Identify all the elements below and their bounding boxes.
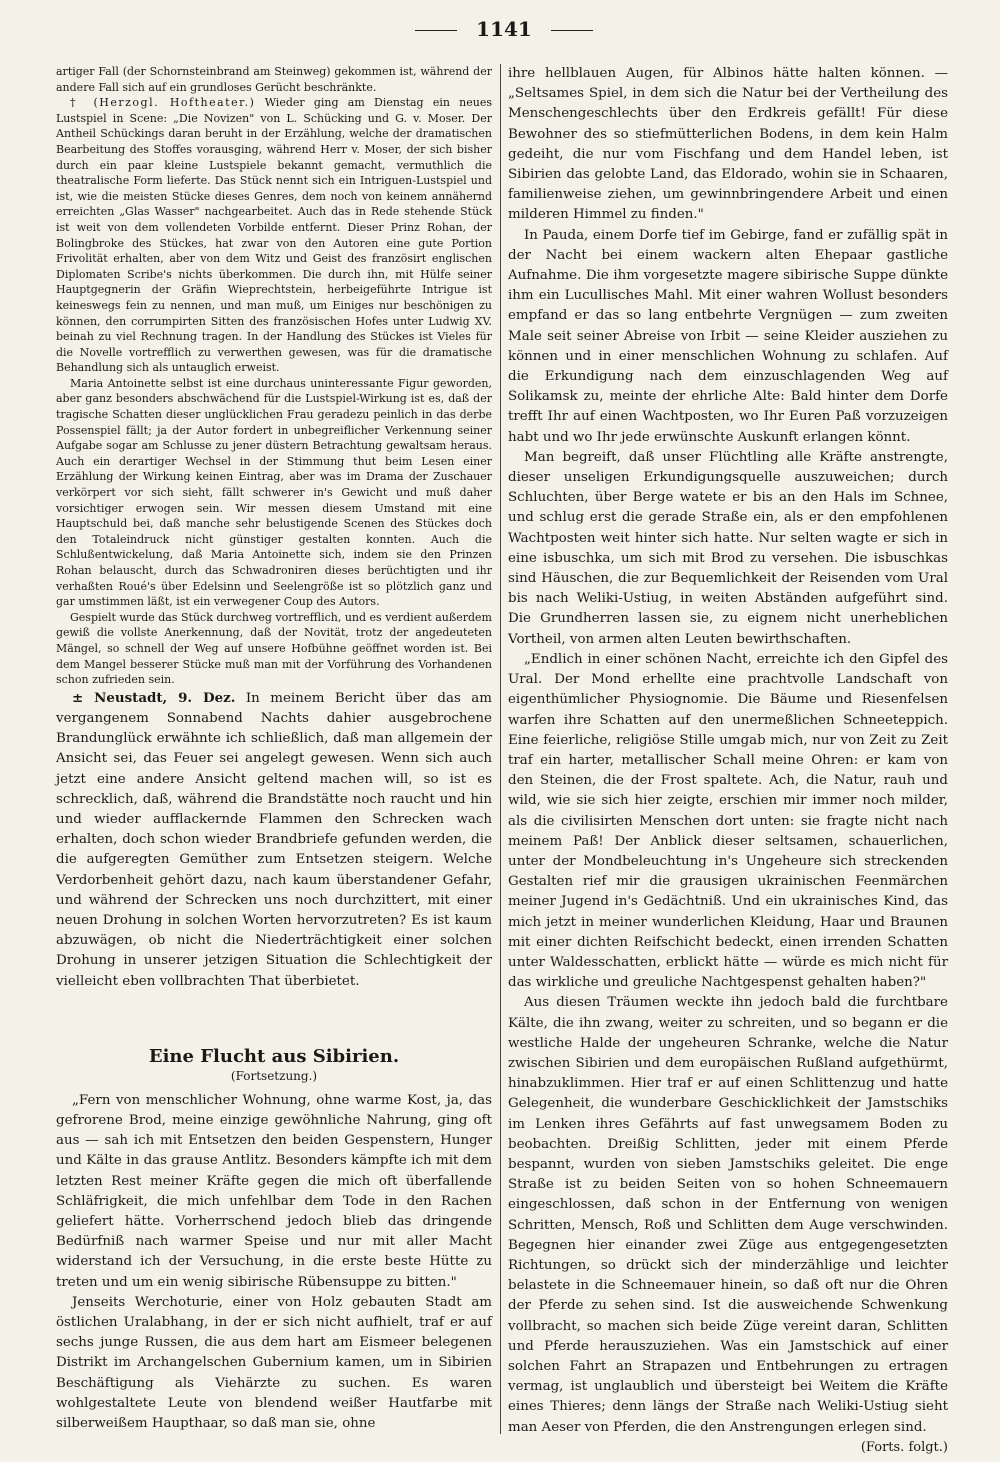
fire-report-end: artiger Fall (der Schornsteinbrand am Steinweg) gekommen ist, während der andere Fall sich auf ein grundloses Gerücht beschränkte. — [56, 65, 492, 94]
article-paragraph: Jenseits Werchoturie, einer von Holz gebauten Stadt am östlichen Uralabhang, in der er sich nicht aufhielt, traf er auf sechs junge Russen, die aus dem hart am Eismeer belegenen Distrikt im Archangelschen Gubernium kamen, um in Sibirien Beschäftigung als Viehärzte zu suchen. Es waren wohlgestaltete Leute von blendend weißer Hautfarbe mit silberweißem Haupthaar, so daß man sie, ohne — [56, 1294, 492, 1432]
neustadt-text: In meinem Bericht über das am vergangenem Sonnabend Nachts dahier ausgebrochene Brandunglück erwähnte ich schließlich, daß man allgemein der Ansicht sei, das Feuer sei angelegt gewesen. Wenn sich auch jetzt eine andere Ansicht geltend machen will, so ist es schrecklich, daß, während die Brandstätte noch raucht und hin und wieder aufflackernde Flammen den Schrecken wach erhalten, doch schon wieder Brandbriefe gefunden werden, die die aufgeregten Gemüther zum Entsetzen steigern. Welche Verdorbenheit gehört dazu, nach kaum überstandener Gefahr, und während der Schrecken uns noch durchzittert, mit einer neuen Drohung in solchen Worten hervorzutreten? Es ist kaum abzuwägen, ob nicht die Niederträchtigkeit einer solchen Drohung in unserer jetzigen Situation die Schlechtigkeit der vielleicht eben vollbrachten That überbietet. — [56, 690, 492, 989]
page-header — [56, 14, 952, 54]
continuation-note: (Forts. folgt.) — [860, 1439, 948, 1455]
page-number: 1141 — [476, 17, 532, 41]
article-body-right — [508, 64, 948, 1455]
article-paragraph: Man begreift, daß unser Flüchtling alle Kräfte anstrengte, dieser unseligen Erkundigungsquelle auszuweichen; durch Schluchten, über Berge watete er bis an den Hals im Schnee, und schlug erst die gerade Straße ein, als er den empfohlenen Wachtposten weit hinter sich hatte. Nur selten wagte er sich in eine isbuschka, um sich mit Brod zu versehen. Die isbuschkas sind Häuschen, die zur Bequemlichkeit der Reisenden vom Ural bis nach Weliki-Ustiug, in weiten Abständen aufgeführt sind. Die Grundherren lassen sie, zu eignem nicht unerheblichen Vortheil, von armen alten Leuten bewirthschaften. — [508, 449, 948, 647]
theater-heading: † (Herzogl. Hoftheater.) — [70, 96, 256, 110]
right-column — [508, 64, 948, 1455]
article-paragraph: „Fern von menschlicher Wohnung, ohne warme Kost, ja, das gefrorene Brod, meine einzige gewöhnliche Nahrung, ging oft aus — sah ich mit Entsetzen den beiden Gespenstern, Hunger und Kälte in das grause Antlitz. Besonders kämpfte ich mit dem letzten Rest meiner Kräfte gegen die mich oft überfallende Schläfrigkeit, die mich unfehlbar dem Tode in den Rachen geliefert hätte. Vorherrschend jedoch blieb das dringende Bedürfniß nach warmer Speise und nur mit aller Macht widerstand ich der Versuchung, in die erste beste Hütte zu treten und um ein wenig sibirische Rübensuppe zu bitten." — [56, 1092, 492, 1290]
neustadt-paragraph — [56, 688, 492, 992]
article-paragraph: In Pauda, einem Dorfe tief im Gebirge, fand er zufällig spät in der Nacht bei einem wackern alten Ehepaar gastliche Aufnahme. Die ihm vorgesetzte magere sibirische Suppe dünkte ihm ein Lucullisches Mahl. Mit einer wahren Wollust besonders empfand er das so lang entbehrte Vergnügen — zum zweiten Male seit seiner Abreise von Irbit — seine Kleider ausziehen zu können und in einer menschlichen Wohnung zu schlafen. Auf die Erkundigung nach dem einzuschlagenden Weg auf Solikamsk zu, meinte der ehrliche Alte: Bald hinter dem Dorfe trefft Ihr auf einen Wachtposten, wo Ihr Euren Paß vorzuzeigen habt und wo Ihr jede erwünschte Auskunft erlangen könnt. — [508, 227, 948, 445]
left-column — [56, 64, 492, 1434]
article-paragraph: Aus diesen Träumen weckte ihn jedoch bald die furchtbare Kälte, die ihn zwang, weiter zu schreiten, und so begann er die westliche Halde der ungeheuren Schranke, welche die Natur zwischen Sibirien und dem europäischen Rußland aufgethürmt, hinabzuklimmen. Hier traf er auf einen Schlittenzug und hatte Gelegenheit, die wunderbare Geschicklichkeit der Jamstschiks im Lenken ihres Gefährts auf fast unwegsamem Boden zu beobachten. Dreißig Schlitten, jeder mit einem Pferde bespannt, wurden von sieben Jamstschiks geleitet. Die enge Straße ist zu beiden Seiten von so hohen Schneemauern eingeschlossen, daß schon in der Entfernung von wenigen Schritten, Mensch, Roß und Schlitten dem Auge verschwinden. Begegnen hier einander zwei Züge aus entgegengesetzten Richtungen, so drückt sich der minderzählige und leichter belastete in die Schneemauer hinein, so daß oft nur die Ohren der Pferde zu sehen sind. Ist die ausweichende Schwenkung vollbracht, so machen sich beide Züge vereint daran, Schlitten und Pferde herauszuziehen. Was ein Jamstschick auf einer solchen Fahrt an Strapazen und Entbehrungen zu ertragen vermag, ist unglaublich und übersteigt bei Weitem die Kräfte eines Thieres; denn längs der Straße nach Weliki-Ustiug sieht man Aeser von Pferden, die den Anstrengungen erlegen sind. — [508, 995, 948, 1435]
theater-review — [56, 95, 492, 376]
local-news-section — [56, 64, 492, 688]
article-paragraph: ihre hellblauen Augen, für Albinos hätte halten können. — „Seltsames Spiel, in dem sich die Natur bei der Vertheilung des Menschengeschlechts über den Erdkreis gefällt! Für diese Bewohner des so stiefmütterlichen Bodens, in dem kein Halm gedeiht, die nur vom Fischfang und dem Handel leben, ist Sibirien das gelobte Land, das Eldorado, wohin sie in Schaaren, familienweise ziehen, um gewinnbringendere Arbeit und einen milderen Himmel zu finden." — [508, 66, 948, 223]
article-paragraph: „Endlich in einer schönen Nacht, erreichte ich den Gipfel des Ural. Der Mond erhellte eine prachtvolle Landschaft von eigenthümlicher Physiognomie. Die Bäume und Riesenfelsen warfen ihre Schatten auf den unermeßlichen Schneeteppich. Eine feierliche, religiöse Stille umgab mich, nur von Zeit zu Zeit traf ein harter, metallischer Schall meine Ohren: er kam von den Steinen, die der Frost spaltete. Ach, die Natur, rauh und wild, wie sie sich hier zeigte, erschien mir immer noch milder, als die civilisirten Menschen dort unten: sie fragte nicht nach meinem Paß! Der Anblick dieser seltsamen, schauerlichen, unter der Mondbeleuchtung in's Ungeheure sich streckenden Gestalten rief mir die grausigen ukrainischen Feenmärchen meiner Jugend in's Gedächtniß. Und ein ukrainisches Kind, das mich jetzt in meiner wunderlichen Kleidung, Haar und Braunen mit einer dichten Reifschicht bedeckt, einen irrenden Schatten unter Waldesschatten, erblickt hätte — würde es mich nicht für das wirkliche und greuliche Nachtgespenst gehalten haben?" — [508, 651, 948, 991]
theater-review-end: Gespielt wurde das Stück durchweg vortrefflich, und es verdient außerdem gewiß die vollste Anerkennung, daß der Novität, trotz der angedeuteten Mängel, so schnell der Weg auf unsere Hofbühne geöffnet worden ist. Bei dem Mangel besserer Stücke muß man mit der Vorführung des Vorhandenen schon zufrieden sein. — [56, 610, 492, 687]
article-body-left — [56, 1091, 492, 1434]
neustadt-heading: ± Neustadt, 9. Dez. — [72, 689, 236, 706]
header-rule-left — [415, 30, 457, 31]
two-column-body — [56, 64, 952, 1455]
article-title: Eine Flucht aus Sibirien. — [148, 1045, 400, 1067]
theater-review-cont: Maria Antoinette selbst ist eine durchaus uninteressante Figur geworden, aber ganz besonders abschwächend für die Lustspiel-Wirkung ist es, daß der tragische Schatten dieser unglücklichen Frau geradezu peinlich in das derbe Possenspiel fällt; ja der Autor fordert in unbegreiflicher Verkennung seiner Aufgabe sogar am Schlusse zu jener düstern Betrachtung gewaltsam heraus. Auch ein derartiger Wechsel in der Stimmung thut beim Lesen einer Erzählung der Wirkung keinen Eintrag, aber was im Drama der Zuschauer verkörpert vor sich sieht, fällt schwerer in's Gewicht und muß daher vorsichtiger erwogen sein. Wir messen diesem Umstand mit eine Hauptschuld bei, daß manche sehr belustigende Scenen des Stückes doch den Totaleindruck nicht günstiger gestalten konnten. Auch die Schlußentwickelung, daß Maria Antoinette sich, indem sie den Prinzen Rohan belauscht, durch das Schwadroniren dieses berüchtigten und ihr verhaßten Roué's über Edelsinn und Seelengröße ist so plötzlich ganz und gar umstimmen läßt, ist ein verwegener Coup des Autors. — [56, 376, 492, 609]
column-divider — [500, 64, 501, 1434]
theater-text: Wieder ging am Dienstag ein neues Lustspiel in Scene: „Die Novizen" von L. Schücking und G. v. Moser. Der Antheil Schückings daran beruht in der Erzählung, welche der dramatischen Bearbeitung des Stoffes vorausging, während Herr v. Moser, der sich bisher durch ein paar kleine Lustspiele bekannt gemacht, vermuthlich die theatralische Form lieferte. Das Stück nennt sich ein Intriguen-Lustspiel und ist, wie die meisten Stücke dieses Genres, dem noch von keinem annähernd erreichten „Glas Wasser" nachgearbeitet. Auch das in Rede stehende Stück ist weit von dem vollendeten Vorbilde entfernt. Dieser Prinz Rohan, der Bolingbroke des Stückes, hat zwar von den Autoren eine gute Portion Frivolität erhalten, aber von dem Witz und Geist des französirt englischen Diplomaten Scribe's nichts überkommen. Die durch ihn, mit Hülfe seiner Hauptgegnerin der Gräfin Wieprechtstein, herbeigeführte Intrigue ist keineswegs fein zu nennen, und man muß, um Einiges nur beschönigen zu können, den corrumpirten Sitten des französischen Hofes unter Ludwig XV. beinah zu viel Rechnung tragen. In der Handlung des Stückes ist Vieles für die Novelle vortrefflich zu verwerthen gewesen, was für die dramatische Behandlung sich als untauglich erweist. — [56, 96, 493, 375]
neustadt-report — [56, 688, 492, 992]
article-subtitle: (Fortsetzung.) — [230, 1068, 318, 1083]
header-rule-right — [551, 30, 593, 31]
